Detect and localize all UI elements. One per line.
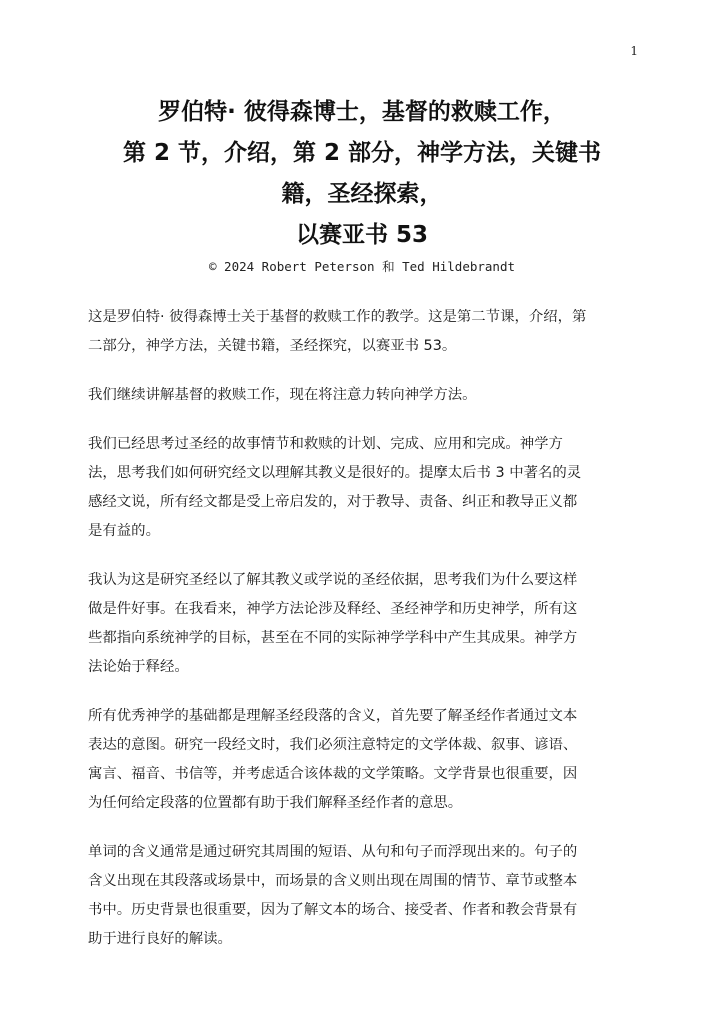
text-line: 二部分，神学方法，关键书籍，圣经探究，以赛亚书 53。 xyxy=(88,338,457,354)
text-line: 是有益的。 xyxy=(88,523,160,539)
body-text xyxy=(88,303,648,974)
text-line: 助于进行良好的解读。 xyxy=(88,931,232,947)
title-line: 籍，圣经探索， xyxy=(281,181,443,207)
text-line: 书中。历史背景也很重要，因为了解文本的场合、接受者、作者和教会背景有 xyxy=(88,902,578,918)
text-line: 所有优秀神学的基础都是理解圣经段落的含义，首先要了解圣经作者通过文本 xyxy=(88,708,578,724)
text-line: 法论始于释经。 xyxy=(88,659,189,675)
text-line: 法，思考我们如何研究经文以理解其教义是很好的。提摩太后书 3 中著名的灵 xyxy=(88,465,582,481)
paragraph xyxy=(88,838,648,954)
title-block xyxy=(60,92,664,276)
text-line: 表达的意图。研究一段经文时，我们必须注意特定的文学体裁、叙事、谚语、 xyxy=(88,737,578,753)
title-line: 以赛亚书 53 xyxy=(295,222,428,248)
paragraph xyxy=(88,566,648,682)
text-line: 这是罗伯特· 彼得森博士关于基督的救赎工作的教学。这是第二节课，介绍，第 xyxy=(88,309,587,325)
paragraph xyxy=(88,430,648,546)
text-line: 含义出现在其段落或场景中，而场景的含义则出现在周围的情节、章节或整本 xyxy=(88,873,578,889)
text-line: 感经文说，所有经文都是受上帝启发的，对于教导、责备、纠正和教导正义都 xyxy=(88,494,578,510)
paragraph xyxy=(88,381,648,410)
title-line: 第 2 节，介绍，第 2 部分，神学方法，关键书 xyxy=(122,140,602,166)
text-line: 为任何给定段落的位置都有助于我们解释圣经作者的意思。 xyxy=(88,795,463,811)
text-line: 我认为这是研究圣经以了解其教义或学说的圣经依据，思考我们为什么要这样 xyxy=(88,572,578,588)
paragraph xyxy=(88,303,648,361)
paragraph xyxy=(88,702,648,818)
text-line: 单词的含义通常是通过研究其周围的短语、从句和句子而浮现出来的。句子的 xyxy=(88,844,578,860)
text-line: 我们继续讲解基督的救赎工作，现在将注意力转向神学方法。 xyxy=(88,387,477,403)
page-number: 1 xyxy=(630,44,638,58)
text-line: 些都指向系统神学的目标，甚至在不同的实际神学学科中产生其成果。神学方 xyxy=(88,630,578,646)
text-line: 做是件好事。在我看来，神学方法论涉及释经、圣经神学和历史神学，所有这 xyxy=(88,601,578,617)
title-line: 罗伯特· 彼得森博士，基督的救赎工作， xyxy=(158,99,566,125)
text-line: 我们已经思考过圣经的故事情节和救赎的计划、完成、应用和完成。神学方 xyxy=(88,436,563,452)
text-line: 寓言、福音、书信等，并考虑适合该体裁的文学策略。文学背景也很重要，因 xyxy=(88,766,578,782)
copyright-notice: © 2024 Robert Peterson 和 Ted Hildebrandt xyxy=(209,259,515,274)
